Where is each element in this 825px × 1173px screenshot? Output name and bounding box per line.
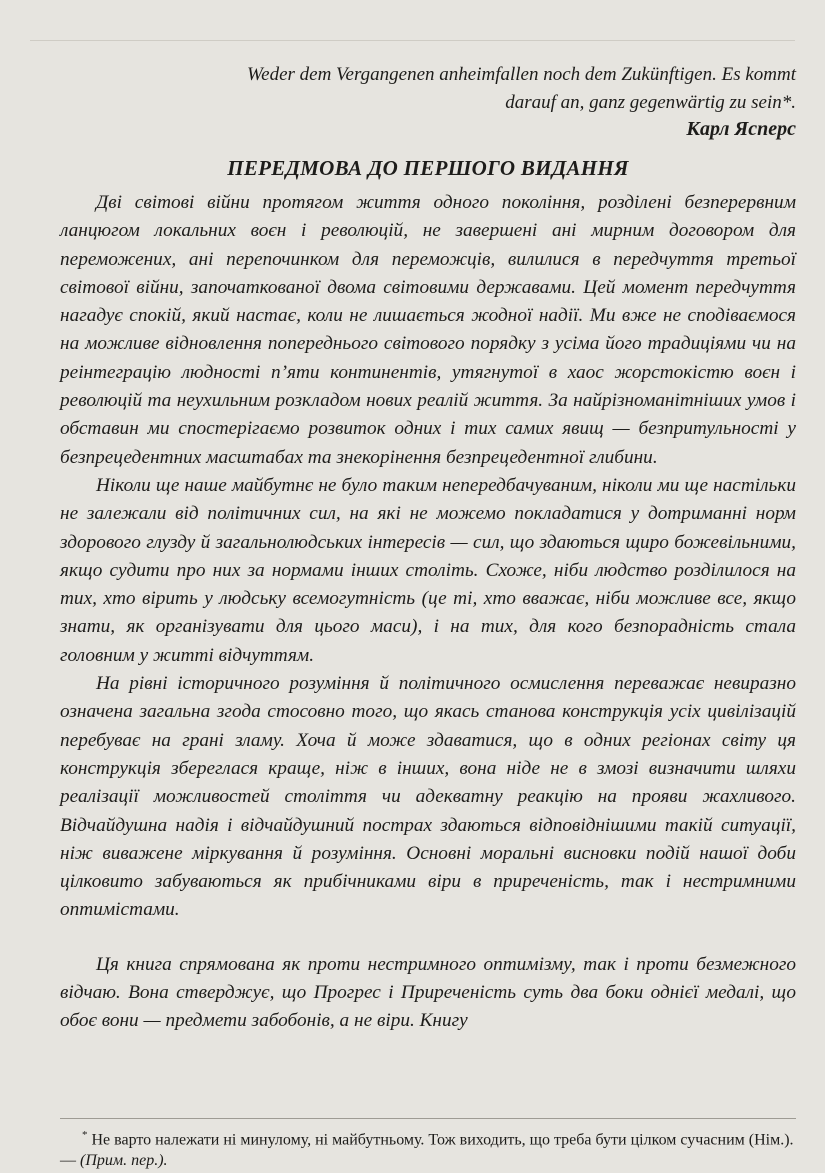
- footnote: [60, 1125, 796, 1171]
- epigraph-line-2: darauf an, ganz gegenwärtig zu sein*.: [505, 92, 796, 113]
- footnote-area: [60, 1118, 796, 1171]
- paragraph-2: Ніколи ще наше майбутнє не було таким непередбачуваним, ніколи ми ще настільки не залежали від політичних сил, на які не можемо покладатися у дотриманні норм здорового глузду й загальнолюдських інтересів — сил, що здаються щиро божевільними, якщо судити про них за нормами інших століть. Схоже, ніби людство розділилося на тих, хто вірить у людську всемогутність (це ті, хто вважає, ніби можливе все, якщо знати, як організувати для цього маси), і на тих, для кого безпорадність стала головним у житті відчуттям.: [60, 474, 796, 666]
- epigraph-author: Карл Ясперс: [686, 118, 796, 140]
- footnote-translator-note: (Прим. пер.).: [80, 1152, 168, 1170]
- paragraph-1: Дві світові війни протягом життя одного покоління, розділені безперервним ланцюгом локальних воєн і революцій, не завершені ані мирним договором для переможених, ані перепочинком для переможців, вилилися в передчуття третьої світової війни, започаткованої двома світовими державами. Цей момент передчуття нагадує спокій, який настає, коли не лишається жодної надії. Ми вже не сподіваємося на можливе відновлення попереднього світового порядку з усіма його традиціями чи на реінтеграцію людності п’яти континентів, утягнутої в хаос жорстокістю воєн і революцій та неухильним розкладом нових реалій життя. За найрізноманітніших умов і обставин ми спостерігаємо розвиток одних і тих самих явищ — безпритульності у безпрецедентних масштабах та знекорінення безпрецедентної глибини.: [60, 192, 796, 468]
- paragraph-4: Ця книга спрямована як проти нестримного оптимізму, так і проти безмежного відчаю. Вона стверджує, що Прогрес і Приреченість суть два боки однієї медалі, що обоє вони — предмети забобонів, а не віри. Книгу: [60, 953, 796, 1032]
- epigraph: [60, 62, 796, 142]
- page-content: [60, 60, 796, 1036]
- bleed-through-header: [30, 6, 795, 41]
- paragraph-3: На рівні історичного розуміння й політичного осмислення переважає невиразно означена загальна згода стосовно того, що якась станова конструкція усіх цивілізацій перебуває на грані зламу. Хоча й може здаватися, що в одних регіонах світу ця конструкція збереглася краще, ніж в інших, вона ніде не в змозі визначити шляхи реалізації можливостей століття чи адекватну реакцію на прояви жахливого. Відчайдушна надія і відчайдушний пострах здаються відповіднішими такій ситуації, ніж виважене міркування й розуміння. Основні моральні висновки подій нашої доби цілковито забуваються як прибічниками віри в приреченість, так і нестримними оптимістами.: [60, 673, 796, 921]
- epigraph-line-1: Weder dem Vergangenen anheimfallen noch dem Zukünftigen. Es kommt: [247, 64, 796, 85]
- footnote-text: Не варто належати ні минулому, ні майбутньому. Тож виходить, що треба бути цілком сучасним (Нім.). —: [60, 1131, 794, 1170]
- chapter-heading: ПЕРЕДМОВА ДО ПЕРШОГО ВИДАННЯ: [227, 156, 629, 180]
- footnote-marker: *: [82, 1129, 88, 1141]
